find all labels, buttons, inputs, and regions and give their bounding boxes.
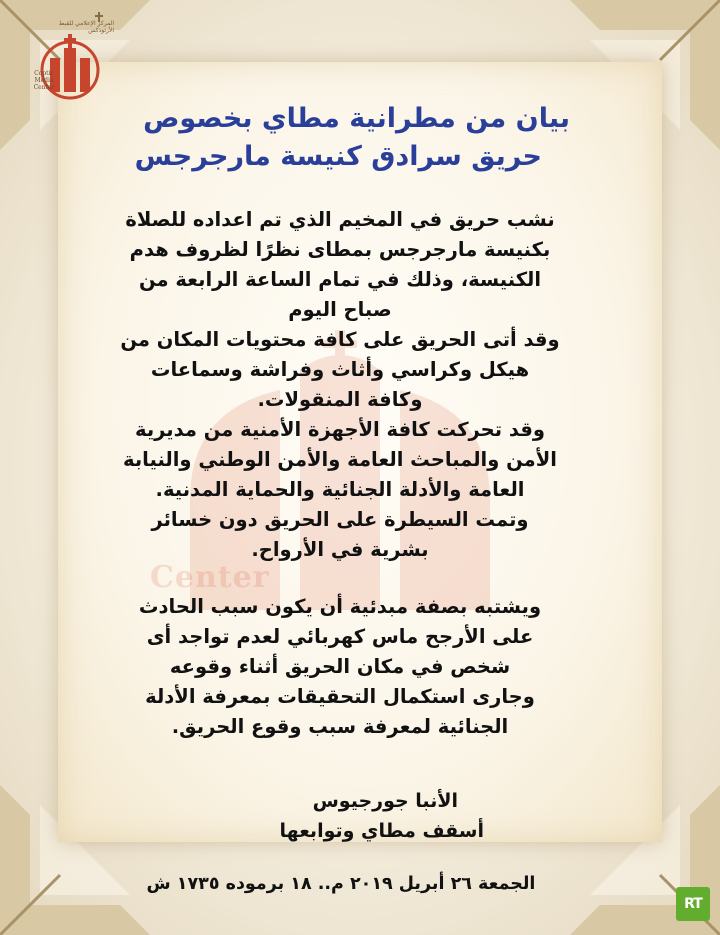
- coptic-media-center-logo: [12, 6, 116, 102]
- paragraph-gap: [95, 565, 585, 592]
- logo-line: Center: [33, 84, 55, 91]
- body-line: شخص في مكان الحريق أثناء وقوعه: [169, 655, 511, 678]
- body-line: هيكل وكراسي وأثاث وفراشة وسماعات: [150, 358, 530, 381]
- body-line: وقد أتى الحريق على كافة محتويات المكان من: [120, 328, 560, 351]
- logo-line: Coptic: [34, 70, 54, 77]
- body-line: وجارى استكمال التحقيقات بمعرفة الأدلة: [145, 685, 535, 708]
- title-line-2: حريق سرادق كنيسة مارجرجس: [134, 141, 542, 172]
- watermark-text: Center: [150, 560, 270, 595]
- statement-date: الجمعة ٢٦ أبريل ٢٠١٩ م.. ١٨ برموده ١٧٣٥ ش: [146, 874, 536, 894]
- statement-title: [110, 100, 570, 176]
- body-line: الأمن والمباحث العامة والأمن الوطني والنيابة: [123, 448, 557, 471]
- body-line: وتمت السيطرة على الحريق دون خسائر: [151, 508, 529, 531]
- logo-english-brand: [26, 70, 62, 91]
- body-line: ويشتبه بصفة مبدئية أن يكون سبب الحادث: [138, 595, 542, 618]
- logo-line: Media: [34, 77, 54, 84]
- body-line: نشب حريق في المخيم الذي تم اعداده للصلاة: [125, 208, 555, 231]
- title-line-1: بيان من مطرانية مطاي بخصوص: [143, 103, 570, 134]
- signature-name: الأنبا جورجيوس: [312, 790, 458, 812]
- statement-body: [95, 205, 585, 742]
- body-line: على الأرجح ماس كهربائي لعدم تواجد أى: [146, 625, 534, 648]
- body-line: بكنيسة مارجرجس بمطاى نظرًا لظروف هدم: [129, 238, 551, 261]
- body-line: صباح اليوم: [288, 298, 392, 321]
- rt-channel-badge: RT: [676, 887, 710, 921]
- signature-block: [280, 786, 484, 846]
- body-line: الكنيسة، وذلك في تمام الساعة الرابعة من: [138, 268, 542, 291]
- body-line: بشرية في الأرواح.: [251, 538, 429, 561]
- signature-role: أسقف مطاي وتوابعها: [279, 820, 484, 842]
- body-line: وكافة المنقولات.: [257, 388, 423, 411]
- body-line: العامة والأدلة الجنائية والحماية المدنية.: [155, 478, 525, 501]
- body-line: وقد تحركت كافة الأجهزة الأمنية من مديرية: [135, 418, 545, 441]
- logo-arabic-brand: المركز الإعلامي للقبط الأرثوذكس: [58, 20, 114, 34]
- body-line: الجنائية لمعرفة سبب وقوع الحريق.: [171, 715, 509, 738]
